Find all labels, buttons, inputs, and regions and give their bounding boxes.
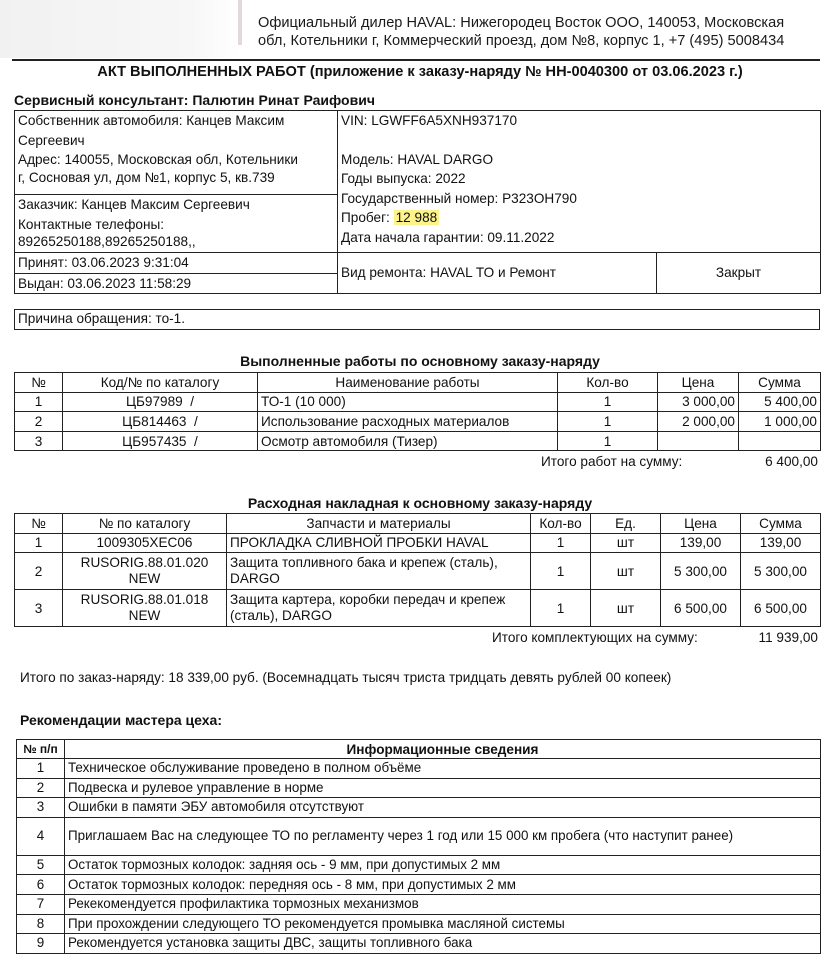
catalog-code: ЦБ814463 / [63, 412, 258, 432]
owner-cell [15, 111, 338, 195]
price: 6 500,00 [661, 590, 741, 627]
sum: 5 400,00 [739, 392, 821, 412]
row-number: 3 [15, 431, 63, 451]
table-row [15, 553, 821, 590]
col-header: Цена [661, 514, 741, 534]
row-number: 1 [15, 533, 63, 553]
address-line-1: Адрес: 140055, Московская обл, Котельники [18, 152, 298, 168]
quantity: 1 [531, 553, 591, 590]
row-number: 7 [17, 894, 65, 914]
recommendation-text: Рекомендуется установка защиты ДВС, защиты топливного бака [65, 934, 821, 954]
row-number: 6 [17, 875, 65, 895]
table-row [17, 934, 821, 954]
dealer-line-1: Официальный дилер HAVAL: Нижегородец Восток ООО, 140053, Московская [258, 15, 785, 31]
unit: шт [591, 553, 661, 590]
col-header: Код/№ по каталогу [63, 373, 258, 393]
quantity: 1 [531, 533, 591, 553]
model: Модель: HAVAL DARGO [341, 151, 494, 167]
quantity: 1 [558, 431, 658, 451]
row-number: 2 [15, 412, 63, 432]
works-total-value: 6 400,00 [765, 454, 818, 469]
col-header: Информационные сведения [65, 740, 821, 759]
sum [739, 431, 821, 451]
phones: 89265250188,89265250188,, [18, 234, 196, 250]
works-table [14, 372, 821, 451]
col-header: Наименование работы [258, 373, 558, 393]
work-name: ТО-1 (10 000) [258, 392, 558, 412]
table-row [17, 855, 821, 875]
catalog-code: ЦБ97989 / [63, 392, 258, 412]
table-row [17, 759, 821, 779]
row-number: 8 [17, 914, 65, 934]
table-row [17, 798, 821, 818]
quantity: 1 [558, 392, 658, 412]
header-divider [12, 59, 820, 61]
parts-header-row [15, 514, 821, 534]
quantity: 1 [531, 590, 591, 627]
vin: VIN: LGWFF6A5XNH937170 [341, 113, 518, 128]
address-line-2: г, Сосновая ул, дом №1, корпус 5, кв.739 [18, 169, 275, 185]
phones-label: Контактные телефоны: [18, 216, 165, 232]
parts-table [14, 513, 821, 627]
accepted-cell: Принят: 03.06.2023 9:31:04 [15, 253, 338, 274]
table-row [15, 392, 821, 412]
works-title: Выполненные работы по основному заказу-наряду [240, 353, 600, 369]
price: 3 000,00 [658, 392, 739, 412]
price: 2 000,00 [658, 412, 739, 432]
recommendation-text: Подвеска и рулевое управление в норме [65, 778, 821, 798]
vehicle-info-table [14, 110, 821, 294]
col-header: Кол-во [558, 373, 658, 393]
recommendations-header-row [17, 740, 821, 759]
col-header: Кол-во [531, 514, 591, 534]
table-row [17, 894, 821, 914]
part-name: ПРОКЛАДКА СЛИВНОЙ ПРОБКИ HAVAL [227, 533, 531, 553]
works-total-label: Итого работ на сумму: [541, 454, 683, 469]
act-title: АКТ ВЫПОЛНЕННЫХ РАБОТ (приложение к заказу-наряду № НН-0040300 от 03.06.2023 г.) [97, 64, 743, 80]
table-row [15, 412, 821, 432]
catalog-code: 1009305XEC06 [63, 533, 227, 553]
repair-type: Вид ремонта: HAVAL ТО и Ремонт [338, 253, 657, 294]
year: Годы выпуска: 2022 [341, 171, 466, 187]
col-header: Сумма [741, 514, 821, 534]
service-consultant: Сервисный консультант: Палютин Ринат Раифович [14, 92, 375, 108]
table-row [17, 817, 821, 855]
dealer-line-2: обл, Котельники г, Коммерческий проезд, дом №8, корпус 1, +7 (495) 5008434 [258, 33, 785, 49]
mileage [341, 208, 817, 228]
sum: 1 000,00 [739, 412, 821, 432]
recommendation-text: Ошибки в памяти ЭБУ автомобиля отсутствуют [65, 798, 821, 818]
recommendation-text: Приглашаем Вас на следующее ТО по регламенту через 1 год или 15 000 км пробега (что наступит ранее) [65, 817, 821, 855]
table-row [15, 431, 821, 451]
recommendation-text: Остаток тормозных колодок: задняя ось - 9 мм, при допустимых 2 мм [65, 855, 821, 875]
recommendations-title: Рекомендации мастера цеха: [20, 712, 223, 728]
catalog-code: ЦБ957435 / [63, 431, 258, 451]
table-row [15, 533, 821, 553]
visit-reason: Причина обращения: то-1. [14, 309, 820, 330]
mileage-label: Пробег: [341, 210, 394, 226]
price [658, 431, 739, 451]
customer: Заказчик: Канцев Максим Сергеевич [18, 197, 250, 212]
row-number: 3 [15, 590, 63, 627]
row-number: 2 [15, 553, 63, 590]
unit: шт [591, 590, 661, 627]
col-header: Запчасти и материалы [227, 514, 531, 534]
owner-line-2: Сергеевич [18, 132, 85, 148]
col-header: № по каталогу [63, 514, 227, 534]
owner-line-1: Собственник автомобиля: Канцев Максим [18, 113, 285, 128]
row-number: 5 [17, 855, 65, 875]
order-status: Закрыт [657, 253, 821, 294]
sum: 6 500,00 [741, 590, 821, 627]
recommendations-table [16, 739, 821, 954]
recommendation-text: Техническое обслуживание проведено в полном объёме [65, 759, 821, 779]
col-header: Ед. [591, 514, 661, 534]
work-name: Осмотр автомобиля (Тизер) [258, 431, 558, 451]
table-row [15, 590, 821, 627]
price: 5 300,00 [661, 553, 741, 590]
parts-total-value: 11 939,00 [758, 630, 818, 645]
paper-bleed-through [0, 0, 240, 58]
recommendation-text: Рекекомендуется профилактика тормозных механизмов [65, 894, 821, 914]
table-row [17, 875, 821, 895]
grand-total: Итого по заказ-наряду: 18 339,00 руб. (Восемнадцать тысяч триста тридцать девять рублей 00 копеек) [20, 670, 672, 685]
col-header: № [15, 514, 63, 534]
table-row [17, 914, 821, 934]
recommendation-text: Остаток тормозных колодок: передняя ось - 8 мм, при допустимых 2 мм [65, 875, 821, 895]
row-number: 4 [17, 817, 65, 855]
price: 139,00 [661, 533, 741, 553]
row-number: 9 [17, 934, 65, 954]
work-name: Использование расходных материалов [258, 412, 558, 432]
col-header: Сумма [739, 373, 821, 393]
row-number: 1 [15, 392, 63, 412]
col-header: № п/п [17, 740, 65, 759]
parts-title: Расходная накладная к основному заказу-наряду [247, 495, 593, 511]
plate-number: Государственный номер: Р323ОН790 [341, 190, 577, 206]
mileage-value: 12 988 [395, 210, 438, 226]
paper-edge [238, 0, 242, 45]
row-number: 1 [17, 759, 65, 779]
row-number: 2 [17, 778, 65, 798]
vehicle-cell [338, 111, 821, 253]
row-number: 3 [17, 798, 65, 818]
quantity: 1 [558, 412, 658, 432]
table-row [17, 778, 821, 798]
dealer-info [258, 14, 818, 50]
catalog-code: RUSORIG.88.01.020 NEW [63, 553, 227, 590]
col-header: № [15, 373, 63, 393]
parts-total-label: Итого комплектующих на сумму: [492, 630, 698, 645]
catalog-code: RUSORIG.88.01.018 NEW [63, 590, 227, 627]
recommendation-text: При прохождении следующего ТО рекомендуется промывка масляной системы [65, 914, 821, 934]
issued-cell: Выдан: 03.06.2023 11:58:29 [15, 273, 338, 294]
unit: шт [591, 533, 661, 553]
sum: 5 300,00 [741, 553, 821, 590]
sum: 139,00 [741, 533, 821, 553]
works-header-row [15, 373, 821, 393]
warranty-start: Дата начала гарантии: 09.11.2022 [341, 229, 555, 245]
part-name: Защита топливного бака и крепеж (сталь), DARGO [227, 553, 531, 590]
col-header: Цена [658, 373, 739, 393]
customer-cell [15, 195, 338, 253]
part-name: Защита картера, коробки передач и крепеж (сталь), DARGO [227, 590, 531, 627]
